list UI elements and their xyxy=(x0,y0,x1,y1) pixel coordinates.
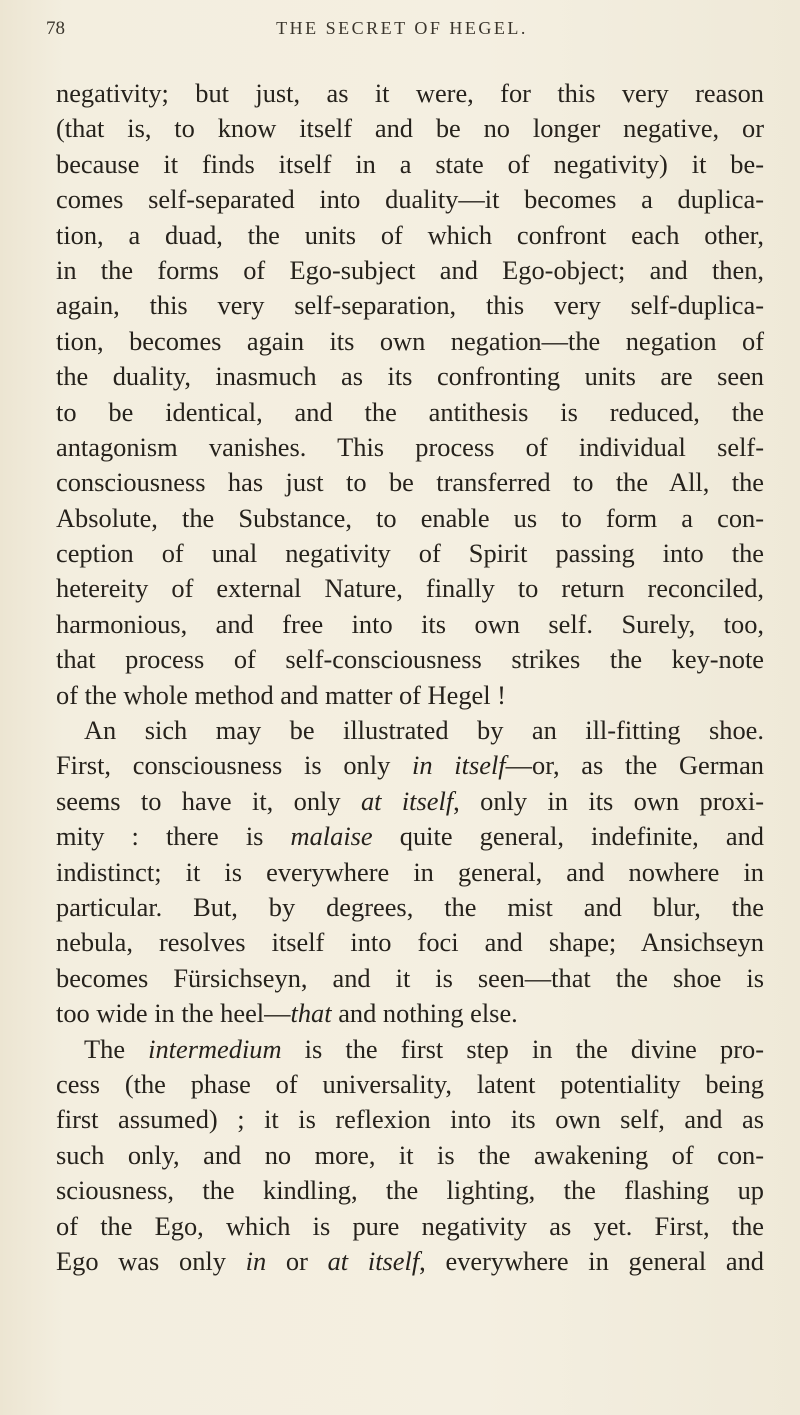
text-line xyxy=(56,1173,764,1208)
text-segment: of the Ego, which is pure negativity as yet. First, the xyxy=(56,1210,764,1241)
italic-text: intermedium xyxy=(148,1033,282,1064)
paragraph xyxy=(56,713,764,1032)
text-segment: An sich may be illustrated by an ill-fitting shoe. xyxy=(84,715,764,746)
text-line xyxy=(56,784,764,819)
text-segment: comes self-separated into duality—it becomes a duplica- xyxy=(56,184,764,215)
text-segment: —or, as the German xyxy=(505,750,764,781)
text-segment: particular. But, by degrees, the mist and blur, the xyxy=(56,891,764,922)
text-line xyxy=(56,1209,764,1244)
text-line xyxy=(56,218,764,253)
text-line xyxy=(56,111,764,146)
text-line xyxy=(56,147,764,182)
text-segment: too wide in the heel— xyxy=(56,998,291,1029)
text-line xyxy=(56,607,764,642)
text-segment: consciousness has just to be transferred to the All, the xyxy=(56,467,764,498)
text-line xyxy=(56,925,764,960)
text-line xyxy=(56,465,764,500)
text-line xyxy=(56,324,764,359)
text-line xyxy=(56,642,764,677)
text-segment: hetereity of external Nature, finally to return reconciled, xyxy=(56,573,764,604)
text-line xyxy=(56,1244,764,1279)
text-line xyxy=(56,571,764,606)
text-line xyxy=(56,76,764,111)
text-segment: The xyxy=(84,1033,149,1064)
text-segment: tion, a duad, the units of which confront each other, xyxy=(56,219,764,250)
italic-text: in itself xyxy=(412,750,506,781)
text-segment: First, consciousness is only xyxy=(56,750,413,781)
body-text xyxy=(56,76,764,1279)
text-line xyxy=(56,713,764,748)
text-segment: because it finds itself in a state of negativity) it be- xyxy=(56,148,764,179)
italic-text: that xyxy=(290,998,332,1029)
text-segment: or xyxy=(266,1245,328,1276)
text-line xyxy=(56,1102,764,1137)
text-line xyxy=(56,253,764,288)
text-line xyxy=(56,359,764,394)
text-line xyxy=(56,1067,764,1102)
text-segment: of the whole method and matter of Hegel ! xyxy=(56,679,506,710)
text-segment: first assumed) ; it is reflexion into its own self, and as xyxy=(56,1104,764,1135)
text-line xyxy=(56,288,764,323)
text-line xyxy=(56,890,764,925)
italic-text: at itself xyxy=(327,1245,420,1276)
running-title: THE SECRET OF HEGEL. xyxy=(276,18,528,38)
italic-text: in xyxy=(245,1245,267,1276)
text-segment: Absolute, the Substance, to enable us to form a con- xyxy=(56,502,764,533)
paragraph xyxy=(56,76,764,713)
text-line xyxy=(56,961,764,996)
text-line xyxy=(56,430,764,465)
text-segment: , only in its own proxi- xyxy=(453,785,765,816)
text-segment: such only, and no more, it is the awakening of con- xyxy=(56,1139,764,1170)
text-segment: ception of unal negativity of Spirit passing into the xyxy=(56,538,764,569)
italic-text: malaise xyxy=(290,821,373,852)
running-head xyxy=(46,18,758,52)
text-segment: Ego was only xyxy=(56,1245,246,1276)
italic-text: at itself xyxy=(360,785,454,816)
text-segment: that process of self-consciousness strikes the key-note xyxy=(56,644,764,675)
text-segment: sciousness, the kindling, the lighting, the flashing up xyxy=(56,1175,764,1206)
text-line xyxy=(56,748,764,783)
text-line xyxy=(56,1032,764,1067)
paragraph xyxy=(56,1032,764,1280)
text-segment: to be identical, and the antithesis is reduced, the xyxy=(56,396,764,427)
text-segment: seems to have it, only xyxy=(56,785,361,816)
text-segment: antagonism vanishes. This process of individual self- xyxy=(56,431,764,462)
text-segment: negativity; but just, as it were, for this very reason xyxy=(56,78,764,108)
text-line xyxy=(56,855,764,890)
text-segment: quite general, indefinite, and xyxy=(372,821,764,852)
text-line xyxy=(56,395,764,430)
text-segment: again, this very self-separation, this very self-duplica- xyxy=(56,290,764,321)
text-line xyxy=(56,536,764,571)
text-line xyxy=(56,996,764,1031)
text-segment: nebula, resolves itself into foci and shape; Ansichseyn xyxy=(56,927,764,958)
text-segment: and nothing else. xyxy=(331,998,518,1029)
text-line xyxy=(56,678,764,713)
text-line xyxy=(56,182,764,217)
text-line xyxy=(56,819,764,854)
text-segment: cess (the phase of universality, latent potentiality being xyxy=(56,1068,764,1099)
text-segment: , everywhere in general and xyxy=(419,1245,765,1276)
text-segment: becomes Fürsichseyn, and it is seen—that the shoe is xyxy=(56,962,764,993)
text-segment: is the first step in the divine pro- xyxy=(281,1033,764,1064)
text-segment: indistinct; it is everywhere in general, and nowhere in xyxy=(56,856,764,887)
text-segment: in the forms of Ego-subject and Ego-object; and then, xyxy=(56,254,764,285)
text-segment: (that is, to know itself and be no longer negative, or xyxy=(56,113,764,144)
text-line xyxy=(56,1138,764,1173)
text-segment: tion, becomes again its own negation—the negation of xyxy=(56,325,764,356)
text-segment: mity : there is xyxy=(56,821,291,852)
page-number: 78 xyxy=(46,18,65,39)
text-segment: harmonious, and free into its own self. Surely, too, xyxy=(56,608,764,639)
text-line xyxy=(56,501,764,536)
text-segment: the duality, inasmuch as its confronting units are seen xyxy=(56,361,764,392)
